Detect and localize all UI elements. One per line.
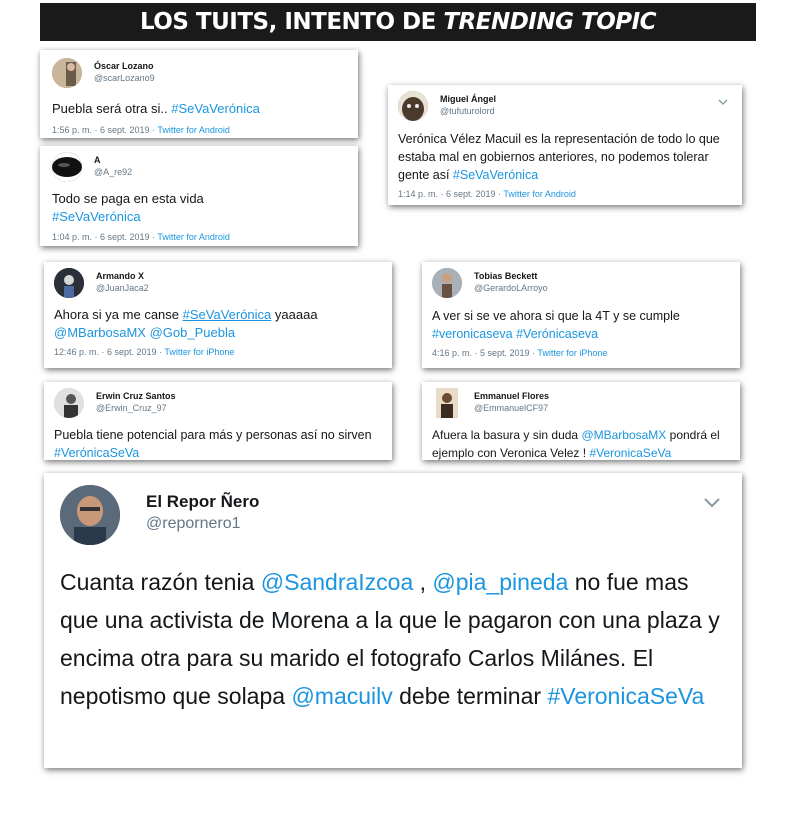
mention-link[interactable]: @MBarbosaMX (54, 325, 146, 340)
author-handle[interactable]: @scarLozano9 (94, 73, 155, 83)
tweet-card (44, 382, 392, 460)
hashtag-link[interactable]: #SeVaVerónica (171, 101, 260, 116)
tweet-source[interactable]: Twitter for Android (157, 125, 230, 135)
hashtag-link[interactable]: #SeVaVerónica (452, 168, 539, 182)
tweet-text: A ver si se ve ahora si que la 4T y se cumple #veronicaseva #Verónicaseva (432, 309, 680, 341)
banner-title-italic: TRENDING TOPIC (443, 9, 657, 35)
tweet-text: Todo se paga en esta vida #SeVaVerónica (52, 190, 348, 226)
author-handle[interactable]: @A_re92 (94, 167, 133, 177)
tweet-meta (432, 348, 730, 358)
tweet-timestamp[interactable]: 1:14 p. m. · 6 sept. 2019 · (398, 189, 504, 199)
tweet-meta (54, 347, 382, 357)
banner-title: LOS TUITS, INTENTO DE (139, 9, 444, 35)
author-name[interactable]: Óscar Lozano (94, 61, 154, 71)
tweet-meta (52, 232, 348, 242)
tweet-text: Puebla tiene potencial para más y personas así no sirven #VerónicaSeVa (54, 428, 372, 460)
tweet-card (44, 262, 392, 368)
tweet-card (44, 473, 742, 768)
tweet-card (422, 262, 740, 368)
tweet-text: Cuanta razón tenia @SandraIzcoa , @pia_pineda no fue mas que una activista de Morena a la que le pagaron con una plaza y encima otra para su marido el fotografo Carlos Milánes. El nepotismo que solapa @macuilv debe terminar #VeronicaSeVa (60, 569, 720, 709)
tweet-source[interactable]: Twitter for Android (157, 232, 230, 242)
tweet-text: Puebla será otra si.. #SeVaVerónica (52, 101, 260, 116)
author-handle[interactable]: @GerardoLArroyo (474, 283, 548, 293)
hashtag-link[interactable]: #SeVaVerónica (182, 307, 272, 322)
tweet-card (388, 85, 742, 205)
author-name[interactable]: Erwin Cruz Santos (96, 391, 176, 401)
tweet-source[interactable]: Twitter for iPhone (164, 347, 235, 357)
avatar[interactable] (54, 388, 84, 418)
tweet-meta (398, 189, 730, 199)
chevron-down-icon[interactable] (704, 495, 720, 513)
tweet-timestamp[interactable]: 1:56 p. m. · 6 sept. 2019 · (52, 125, 158, 135)
author-name[interactable]: El Repor Ñero (146, 492, 260, 511)
tweet-text: Verónica Vélez Macuil es la representación de todo lo que estaba mal en gobiernos anteriores, no podemos tolerar gente así #SeVaVerónica (398, 132, 720, 182)
tweet-timestamp[interactable]: 4:16 p. m. · 5 sept. 2019 · (432, 348, 538, 358)
author-name[interactable]: A (94, 155, 101, 165)
chevron-down-icon[interactable] (718, 93, 728, 111)
avatar[interactable] (432, 268, 462, 298)
hashtag-link[interactable]: #veronicaseva (432, 327, 513, 341)
mention-link[interactable]: @pia_pineda (432, 569, 569, 595)
tweet-text: Ahora si ya me canse #SeVaVerónica yaaaaa @MBarbosaMX @Gob_Puebla (54, 307, 318, 340)
avatar[interactable] (52, 58, 82, 88)
hashtag-link[interactable]: #VerónicaSeVa (54, 446, 140, 460)
tweet-timestamp[interactable]: 12:46 p. m. · 6 sept. 2019 · (54, 347, 165, 357)
mention-link[interactable]: @SandraIzcoa (260, 569, 414, 595)
author-name[interactable]: Emmanuel Flores (474, 391, 550, 401)
hashtag-link[interactable]: #Verónicaseva (516, 327, 599, 341)
tweet-source[interactable]: Twitter for iPhone (537, 348, 608, 358)
tweet-text: Afuera la basura y sin duda @MBarbosaMX pondrá el ejemplo con Veronica Velez ! #VeronicaSeVa (432, 428, 720, 460)
author-handle[interactable]: @repornero1 (146, 515, 241, 532)
mention-link[interactable]: @Gob_Puebla (149, 325, 236, 340)
author-handle[interactable]: @EmmanuelCF97 (474, 403, 549, 413)
tweet-card (40, 50, 358, 138)
author-handle[interactable]: @Erwin_Cruz_97 (96, 403, 167, 413)
mention-link[interactable]: @macuilv (291, 683, 393, 709)
tweet-card (422, 382, 740, 460)
author-name[interactable]: Armando X (96, 271, 145, 281)
author-name[interactable]: Miguel Ángel (440, 94, 496, 104)
avatar[interactable] (52, 152, 82, 182)
mention-link[interactable]: @MBarbosaMX (581, 428, 667, 442)
hashtag-link[interactable]: #VeronicaSeVa (547, 683, 705, 709)
avatar[interactable] (398, 91, 428, 121)
tweet-timestamp[interactable]: 1:04 p. m. · 6 sept. 2019 · (52, 232, 158, 242)
avatar[interactable] (436, 388, 458, 418)
author-handle[interactable]: @tufuturolord (440, 106, 495, 116)
hashtag-link[interactable]: #VeronicaSeVa (589, 446, 672, 460)
avatar[interactable] (54, 268, 84, 298)
tweet-card (40, 146, 358, 246)
author-handle[interactable]: @JuanJaca2 (96, 283, 149, 293)
author-name[interactable]: Tobias Beckett (474, 271, 538, 281)
page-title-banner (40, 3, 756, 41)
tweet-meta (52, 125, 348, 135)
avatar[interactable] (60, 485, 120, 545)
hashtag-link[interactable]: #SeVaVerónica (52, 209, 141, 224)
tweet-source[interactable]: Twitter for Android (503, 189, 576, 199)
